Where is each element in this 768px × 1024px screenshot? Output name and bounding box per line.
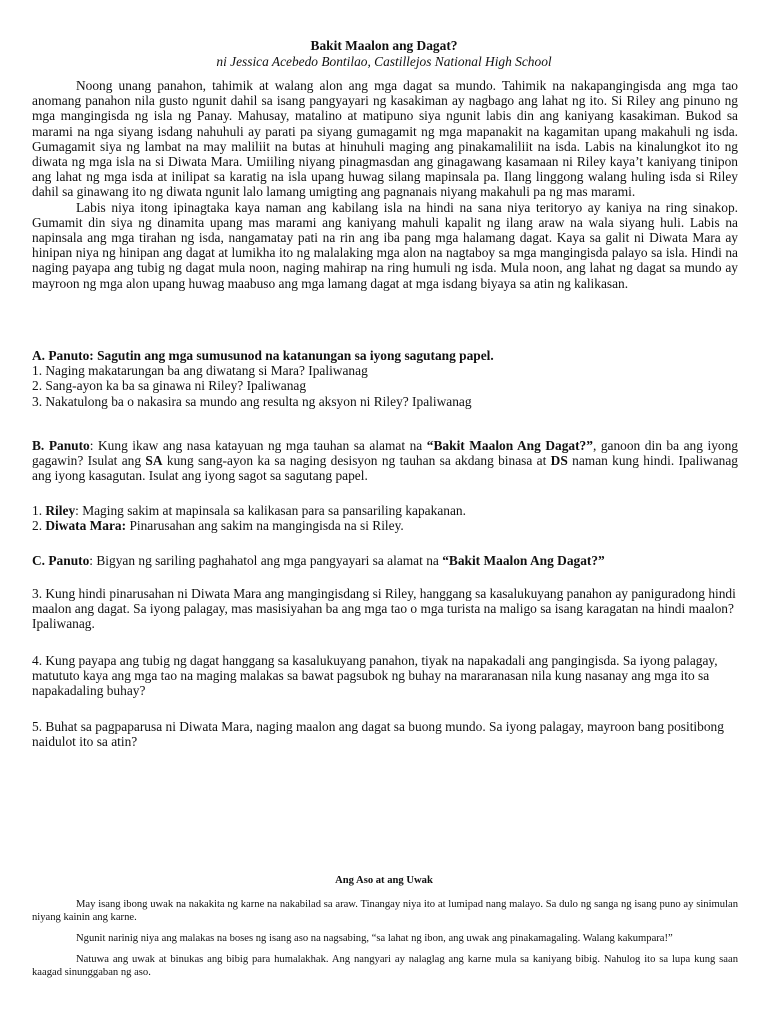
story2-body [32, 898, 738, 987]
section-c-instructions [32, 553, 738, 568]
story2-title: Ang Aso at ang Uwak [335, 875, 433, 886]
statement-item [32, 503, 738, 518]
character-name: Diwata Mara: [45, 518, 127, 534]
section-c-label: C. Panuto [32, 553, 90, 568]
story-body [32, 78, 738, 291]
question-text: 3. Kung hindi pinarusahan ni Diwata Mara ang mangingisdang si Riley, hanggang sa kasalukuyang panahon ay paniguradong hindi maalon ang dagat. Sa iyong palagay, mas masisiyahan ba ang mga tao o mga turista na maligo sa isang karagatan na hindi maalon? Ipaliwanag. [32, 586, 736, 632]
story2-paragraph: May isang ibong uwak na nakakita ng karne na nakabilad sa araw. Tinangay niya ito at lumipad nang malayo. Sa dulo ng sanga ng isang puno ay sinimulan niyang kainin ang karne. [32, 899, 738, 923]
ds-code: DS [550, 453, 568, 469]
section-b-text: naman kung hindi. Ipaliwanag ang iyong kasagutan. Isulat ang iyong sagot sa sagutang papel. [32, 453, 738, 484]
question-item: 1. Naging makatarungan ba ang diwatang si Mara? Ipaliwanag [32, 363, 368, 379]
document-title: Bakit Maalon ang Dagat? [310, 38, 458, 53]
section-a [32, 348, 738, 409]
section-b-list [32, 503, 738, 533]
sa-code: SA [145, 453, 163, 469]
item-number: 1. [32, 503, 46, 518]
character-name: Riley [45, 503, 76, 518]
story2-paragraph: Ngunit narinig niya ang malakas na boses ng isang aso na nagsabing, “sa lahat ng ibon, ang uwak ang pinakamagaling. Walang kakumpara!” [76, 933, 673, 944]
story2-paragraph: Natuwa ang uwak at binukas ang bibig para humalakhak. Ang nangyari ay nalaglag ang karne mula sa kaniyang bibig. Nahulog ito sa lupa kung saan kaagad sinunggaban ng aso. [32, 954, 738, 978]
statement-item [32, 518, 738, 533]
question-5 [32, 719, 738, 749]
section-b-text: : Kung ikaw ang nasa katayuan ng mga tauhan sa alamat na [89, 438, 427, 453]
story-reference: “Bakit Maalon Ang Dagat?” [426, 438, 593, 453]
section-b-text: kung sang-ayon ka sa naging desisyon ng tauhan sa akdang binasa at [162, 453, 551, 469]
story-paragraph: Noong unang panahon, tahimik at walang alon ang mga dagat sa mundo. Tahimik na nakapangingisda ang mga tao anomang panahon nila gusto ngunit dahil sa isang pangyayari ng kasakiman ay nagbago ang lahat ng ito. Si Riley ang pinuno ng mga mangingisda ng isla ng Panay. Mahusay, matalino at matipuno siya ngunit labis din ang kaniyang kasakiman. Bukod sa marami na nga siyang isdang nahuhuli ay parati pa siyang gumagamit ng mga mapanakit na kagamitan upang makahuli ng isda. Gumagamit siya ng lambat na may maliliit na butas at hinuhuli maging ang pinakamaliliit na isda. Labis na kinalungkot ito ng diwata ng mga isla na si Diwata Mara. Umiiling niyang pinagmasdan ang ginagawang kasamaan ni Riley kaya’t kaniyang tinipon ang lahat ng mga isda at inilipat sa karatig na isla upang huwag silang mapinsala pa. Ilang linggong walang huling isda si Riley dahil sa ginawang ito ng diwata ngunit lalo lamang umigting ang pagnanais niyang makahuli pa ng mas marami. [32, 78, 738, 200]
section-a-list [32, 363, 738, 409]
question-text: 4. Kung payapa ang tubig ng dagat hanggang sa kasalukuyang panahon, tiyak na napakadali ang pangingisda. Sa iyong palagay, matututo kaya ang mga tao na maging malakas sa bawat pagsubok ng buhay na mararanasan nila kung nasanay ang mga ito sa napakadaling buhay? [32, 653, 718, 699]
story-reference: “Bakit Maalon Ang Dagat?” [442, 553, 605, 568]
author-byline: ni Jessica Acebedo Bontilao, Castillejos National High School [216, 54, 552, 69]
question-item: 3. Nakatulong ba o nakasira sa mundo ang resulta ng aksyon ni Riley? Ipaliwanag [32, 393, 472, 409]
section-c-text: : Bigyan ng sariling paghahatol ang mga pangyayari sa alamat na [89, 553, 443, 568]
section-b-instructions [32, 438, 738, 484]
statement-text: Pinarusahan ang sakim na mangingisda na si Riley. [126, 518, 404, 534]
section-a-heading: A. Panuto: Sagutin ang mga sumusunod na katanungan sa iyong sagutang papel. [32, 348, 494, 363]
question-text: 5. Buhat sa pagpaparusa ni Diwata Mara, naging maalon ang dagat sa buong mundo. Sa iyong palagay, mayroon bang positibong naidulot ito sa atin? [32, 719, 724, 750]
question-3 [32, 586, 738, 632]
story-paragraph: Labis niya itong ipinagtaka kaya naman ang kabilang isla na hindi na sana niya teritoryo ay kaniya na ring sinakop. Gumamit din siya ng dinamita upang mas marami ang kaniyang mahuli kapalit ng ilang araw na wala siyang huli. Labis na napinsala ang mga tirahan ng isda, nangamatay pati na rin ang iba pang mga halamang dagat. Kaya sa galit ni Diwata Mara ay hinipan niya ng hinipan ang dagat at lumikha ito ng malalaking mga alon na nagtaboy sa mga mangingisda palayo sa isla. Hindi na naging payapa ang tubig ng dagat mula noon, naging mahirap na ring humuli ng isda. Mula noon, ang lahat ng dagat sa mundo ay mayroon ng mga alon upang huwag maabuso ang mga lamang dagat at mga isdang biyaya sa atin ng kalikasan. [32, 199, 738, 291]
statement-text: : Maging sakim at mapinsala sa kalikasan para sa pansariling kapakanan. [75, 503, 466, 518]
section-b-label: B. Panuto [32, 438, 90, 453]
question-4 [32, 653, 738, 699]
section-b-text: , ganoon din ba ang iyong gagawin? Isulat ang [32, 438, 738, 469]
question-item: 2. Sang-ayon ka ba sa ginawa ni Riley? Ipaliwanag [32, 378, 307, 394]
item-number: 2. [32, 518, 46, 534]
